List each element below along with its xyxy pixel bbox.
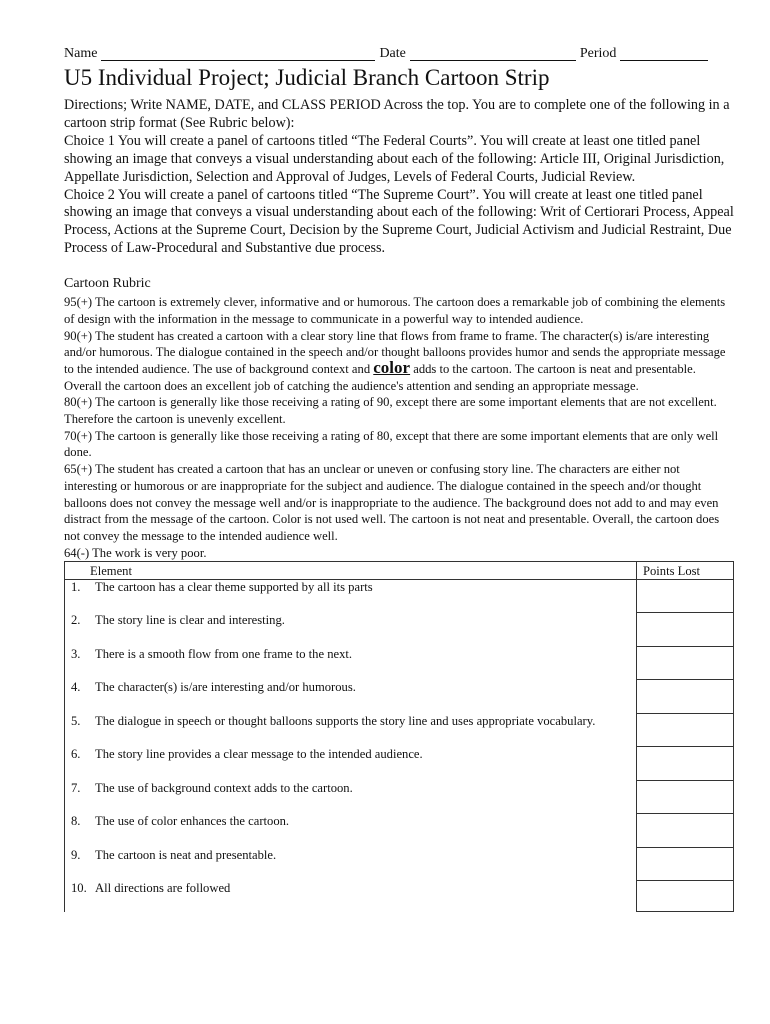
rubric bbox=[64, 294, 734, 561]
date-blank bbox=[410, 46, 576, 61]
criterion-content bbox=[71, 613, 632, 628]
worksheet-page bbox=[64, 44, 734, 912]
criterion-number: 3. bbox=[71, 646, 81, 661]
criterion-content bbox=[71, 747, 632, 762]
criterion-text: All directions are followed bbox=[95, 880, 231, 895]
points-lost-cell[interactable] bbox=[637, 747, 734, 781]
name-label: Name bbox=[64, 46, 98, 61]
table-row bbox=[65, 747, 734, 781]
points-lost-cell[interactable] bbox=[637, 881, 734, 912]
points-lost-cell[interactable] bbox=[637, 647, 734, 680]
points-lost-cell[interactable] bbox=[637, 848, 734, 881]
criterion-content bbox=[71, 781, 632, 796]
criterion-cell bbox=[65, 714, 637, 747]
criterion-text: The use of background context adds to the cartoon. bbox=[95, 780, 353, 795]
criterion-content bbox=[71, 848, 632, 863]
rubric-90-part1: 90(+) The student has created a cartoon with a clear story line that flows from frame to frame. The character(s) is/are interesting and/or humorous. The dialogue contained in the speech and/or thought balloons provides humor and sends the appropriate message to the intended audience. The use of background context and bbox=[64, 328, 726, 376]
points-lost-cell[interactable] bbox=[637, 680, 734, 714]
criterion-text: The dialogue in speech or thought balloons supports the story line and uses appropriate vocabulary. bbox=[95, 713, 596, 728]
criterion-content bbox=[71, 881, 632, 896]
date-label: Date bbox=[379, 46, 406, 61]
rubric-title: Cartoon Rubric bbox=[64, 276, 151, 292]
criterion-content bbox=[71, 680, 632, 695]
criterion-cell bbox=[65, 647, 637, 680]
rubric-90 bbox=[64, 328, 734, 395]
criterion-cell bbox=[65, 881, 637, 912]
points-lost-cell[interactable] bbox=[637, 580, 734, 613]
criterion-number: 2. bbox=[71, 612, 81, 627]
page-title: U5 Individual Project; Judicial Branch Cartoon Strip bbox=[64, 65, 550, 90]
points-lost-cell[interactable] bbox=[637, 814, 734, 848]
rubric-70: 70(+) The cartoon is generally like those receiving a rating of 80, except that there are some important elements that are only well done. bbox=[64, 428, 719, 460]
points-lost-cell[interactable] bbox=[637, 714, 734, 747]
rubric-95: 95(+) The cartoon is extremely clever, informative and or humorous. The cartoon does a remarkable job of combining the elements of design with the information in the message to communicate in a powerful way to intended audience. bbox=[64, 295, 726, 326]
scoring-table bbox=[64, 561, 734, 912]
table-row bbox=[65, 814, 734, 848]
table-row bbox=[65, 881, 734, 912]
criterion-number: 8. bbox=[71, 813, 81, 828]
criterion-text: The story line provides a clear message to the intended audience. bbox=[95, 746, 423, 761]
criterion-cell bbox=[65, 848, 637, 881]
criterion-number: 1. bbox=[71, 580, 81, 595]
table-header-row bbox=[65, 562, 734, 580]
points-lost-column-header: Points Lost bbox=[637, 562, 734, 580]
criterion-number: 7. bbox=[71, 780, 81, 795]
criterion-cell bbox=[65, 680, 637, 714]
criterion-cell bbox=[65, 613, 637, 647]
table-row bbox=[65, 613, 734, 647]
criterion-content bbox=[71, 814, 632, 829]
criterion-cell bbox=[65, 747, 637, 781]
criterion-number: 4. bbox=[71, 679, 81, 694]
name-blank bbox=[101, 46, 375, 61]
criterion-text: The cartoon has a clear theme supported by all its parts bbox=[95, 580, 373, 595]
directions-intro: Directions; Write NAME, DATE, and CLASS PERIOD Across the top. You are to complete one of the following in a cartoon strip format (See Rubric below): bbox=[64, 97, 730, 131]
directions-choice-1: Choice 1 You will create a panel of cartoons titled “The Federal Courts”. You will create at least one titled panel showing an image that conveys a visual understanding about each of the following: Article III, Original Jurisdiction, Appellate Jurisdiction, Selection and Approval of Judges, Levels of Federal Courts, Judicial Review. bbox=[64, 132, 725, 185]
criterion-content bbox=[71, 714, 632, 729]
criterion-text: The story line is clear and interesting. bbox=[95, 612, 285, 627]
criterion-number: 10. bbox=[71, 880, 87, 895]
criterion-text: The character(s) is/are interesting and/or humorous. bbox=[95, 679, 356, 694]
criterion-cell bbox=[65, 580, 637, 613]
criterion-number: 9. bbox=[71, 847, 81, 862]
directions-choice-2: Choice 2 You will create a panel of cartoons titled “The Supreme Court”. You will create at least one titled panel showing an image that conveys a visual understanding about each of the following: Writ of Certiorari Process, Appeal Process, Actions at the Supreme Court, Decision by the Supreme Court, Judicial Activism and Judicial Restraint, Due Process of Law-Procedural and Substantive due process. bbox=[64, 186, 734, 257]
points-lost-cell[interactable] bbox=[637, 613, 734, 647]
criterion-text: There is a smooth flow from one frame to the next. bbox=[95, 646, 353, 661]
scoring-table-body bbox=[65, 580, 734, 912]
table-row bbox=[65, 848, 734, 881]
period-label: Period bbox=[579, 46, 617, 61]
table-row bbox=[65, 781, 734, 814]
period-blank bbox=[620, 46, 708, 61]
criterion-cell bbox=[65, 781, 637, 814]
criterion-cell bbox=[65, 814, 637, 848]
rubric-65: 65(+) The student has created a cartoon that has an unclear or uneven or confusing story line. The characters are either not interesting or humorous or are inappropriate for the subject and audience. The dialogue contained in the speech and/or thought balloons does not convey the message well and/or is inappropriate to the audience. The background does not add to and may even distract from the message of the cartoon. Color is not used well. The cartoon is not neat and presentable. Overall, the cartoon does not convey the message to the intended audience well. bbox=[64, 462, 720, 543]
rubric-90-part2: adds to the cartoon. The cartoon is neat and presentable. Overall the cartoon does an excellent job of catching the audience's attention and sending an appropriate message. bbox=[64, 361, 696, 393]
points-lost-cell[interactable] bbox=[637, 781, 734, 814]
table-row bbox=[65, 680, 734, 714]
table-row bbox=[65, 580, 734, 613]
criterion-number: 5. bbox=[71, 713, 81, 728]
criterion-text: The use of color enhances the cartoon. bbox=[95, 813, 290, 828]
rubric-80: 80(+) The cartoon is generally like those receiving a rating of 90, except there are some important elements that are not excellent. Therefore the cartoon is unevenly excellent. bbox=[64, 395, 717, 427]
directions bbox=[64, 97, 734, 258]
header-fields bbox=[64, 44, 734, 64]
rubric-90-color-word: color bbox=[373, 357, 411, 377]
rubric-64: 64(-) The work is very poor. bbox=[64, 545, 207, 560]
table-row bbox=[65, 714, 734, 747]
criterion-number: 6. bbox=[71, 746, 81, 761]
criterion-text: The cartoon is neat and presentable. bbox=[95, 847, 277, 862]
element-column-header: Element bbox=[65, 562, 637, 580]
criterion-content bbox=[71, 580, 632, 595]
table-row bbox=[65, 647, 734, 680]
criterion-content bbox=[71, 647, 632, 662]
